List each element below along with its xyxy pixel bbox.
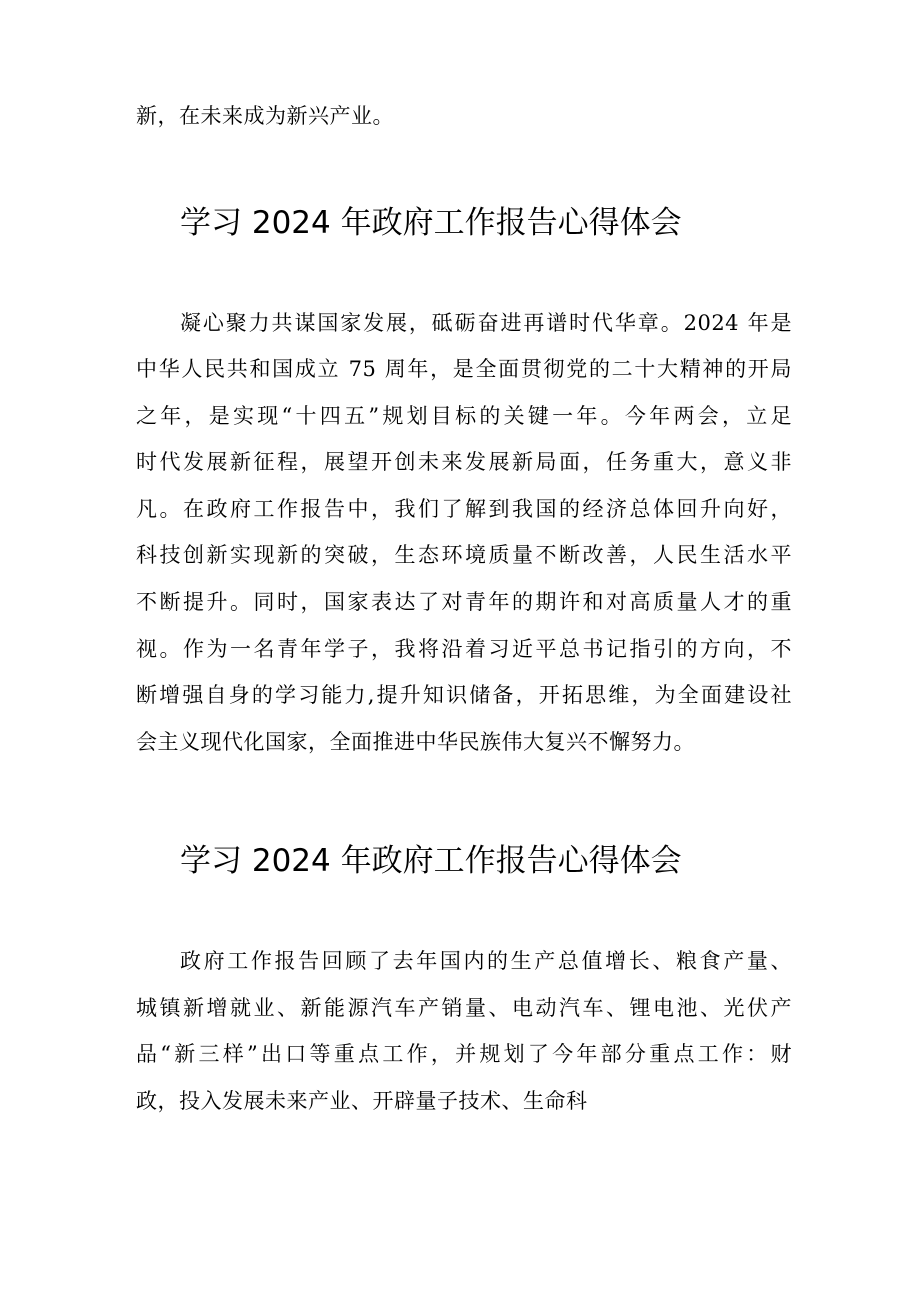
- paragraph-line: 时代发展新征程，展望开创未来发展新局面，任务重大，意义非: [136, 450, 792, 474]
- section-title-2: 学习 2024 年政府工作报告心得体会: [180, 843, 682, 879]
- paragraph-line: 城镇新增就业、新能源汽车产销量、电动汽车、锂电池、光伏产: [136, 996, 792, 1020]
- paragraph-line: 中华人民共和国成立 75 周年，是全面贯彻党的二十大精神的开局: [136, 357, 792, 381]
- paragraph-fragment-line: 新，在未来成为新兴产业。: [136, 104, 394, 128]
- paragraph-line: 品“新三样”出口等重点工作，并规划了今年部分重点工作：财: [136, 1042, 792, 1066]
- paragraph-line: 不断提升。同时，国家表达了对青年的期许和对高质量人才的重: [136, 590, 792, 614]
- paragraph-line: 科技创新实现新的突破，生态环境质量不断改善，人民生活水平: [136, 543, 792, 567]
- paragraph-line: 断增强自身的学习能力,提升知识储备，开拓思维，为全面建设社: [136, 683, 792, 707]
- paragraph-line: 凝心聚力共谋国家发展，砥砺奋进再谱时代华章。2024 年是: [180, 311, 792, 335]
- paragraph-line: 视。作为一名青年学子，我将沿着习近平总书记指引的方向，不: [136, 637, 792, 661]
- paragraph-line: 政，投入发展未来产业、开辟量子技术、生命科: [136, 1089, 588, 1113]
- section-title-1: 学习 2024 年政府工作报告心得体会: [180, 205, 682, 241]
- paragraph-line: 会主义现代化国家，全面推进中华民族伟大复兴不懈努力。: [136, 730, 695, 754]
- paragraph-line: 政府工作报告回顾了去年国内的生产总值增长、粮食产量、: [180, 949, 792, 973]
- paragraph-line: 之年，是实现“十四五”规划目标的关键一年。今年两会，立足: [136, 404, 792, 428]
- paragraph-line: 凡。在政府工作报告中，我们了解到我国的经济总体回升向好，: [136, 497, 792, 521]
